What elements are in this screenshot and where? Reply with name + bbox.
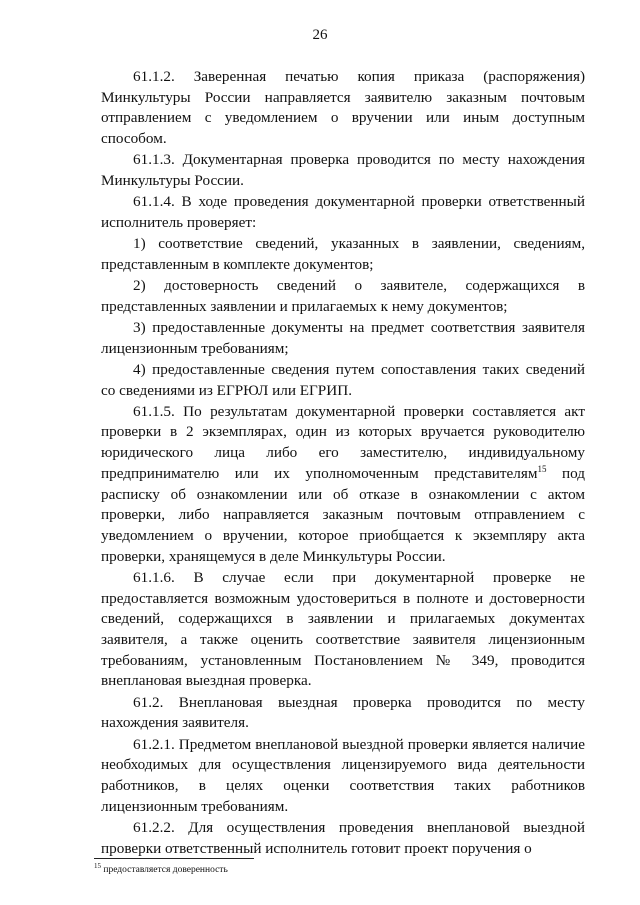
footnote-text: предоставляется доверенность [103, 865, 228, 875]
paragraph-61-1-5 [101, 402, 585, 568]
paragraph-61-2: 61.2. Внеплановая выездная проверка проводится по месту нахождения заявителя. [101, 693, 585, 732]
paragraph-61-2-2: 61.2.2. Для осуществления проведения внеплановой выездной проверки ответственный исполнитель готовит проект поручения о [101, 818, 585, 857]
page-number: 26 [312, 27, 328, 43]
footnote-divider [94, 858, 254, 859]
footnote-reference[interactable]: 15 [537, 463, 547, 474]
list-item-1: 1) соответствие сведений, указанных в заявлении, сведениям, представленным в комплекте документов; [101, 235, 585, 273]
paragraph-61-1-6: 61.1.6. В случае если при документарной проверке не предоставляется возможным удостовериться в полноте и достоверности сведений, содержащихся в заявлении и прилагаемых документах заявителя, а также оценить соответствие заявителя лицензионным требованиям, установленным Постановлением № 349, проводится внеплановая выездная проверка. [101, 568, 585, 690]
list-item-3: 3) предоставленные документы на предмет соответствия заявителя лицензионным требованиям; [101, 318, 585, 357]
paragraph-61-2-1: 61.2.1. Предметом внеплановой выездной проверки является наличие необходимых для осуществления лицензируемого вида деятельности работников, в целях оценки соответствия таких работников лицензионным требованиям. [101, 735, 585, 815]
paragraph-61-1-3: 61.1.3. Документарная проверка проводится по месту нахождения Минкультуры России. [101, 151, 585, 190]
list-item-2: 2) достоверность сведений о заявителе, содержащихся в представленных заявлении и прилагаемых к нему документов; [101, 277, 585, 315]
paragraph-61-1-5-text-after: под расписку об ознакомлении или об отказе в ознакомлении с актом проверки, либо направляется заказным почтовым отправлением с уведомлением о вручении, которое приобщается к экземпляру акта проверки, хранящемуся в деле Минкультуры России. [101, 464, 585, 565]
list-item-4: 4) предоставленные сведения путем сопоставления таких сведений со сведениями из ЕГРЮЛ или ЕГРИП. [101, 360, 585, 399]
footnote [94, 861, 228, 876]
paragraph-61-1-2: 61.1.2. Заверенная печатью копия приказа (распоряжения) Минкультуры России направляется заявителю заказным почтовым отправлением с уведомлением о вручении или иным доступным способом. [101, 68, 585, 148]
document-body [101, 67, 585, 859]
footnote-number: 15 [94, 861, 101, 870]
paragraph-61-1-4: 61.1.4. В ходе проведения документарной проверки ответственный исполнитель проверяет: [101, 193, 585, 231]
paragraph-61-1-5-text-before: 61.1.5. По результатам документарной проверки составляется акт проверки в 2 экземплярах, один из которых вручается руководителю юридического лица либо его заместителю, индивидуальному предпринимателю или их уполномоченным представителям [101, 402, 585, 482]
